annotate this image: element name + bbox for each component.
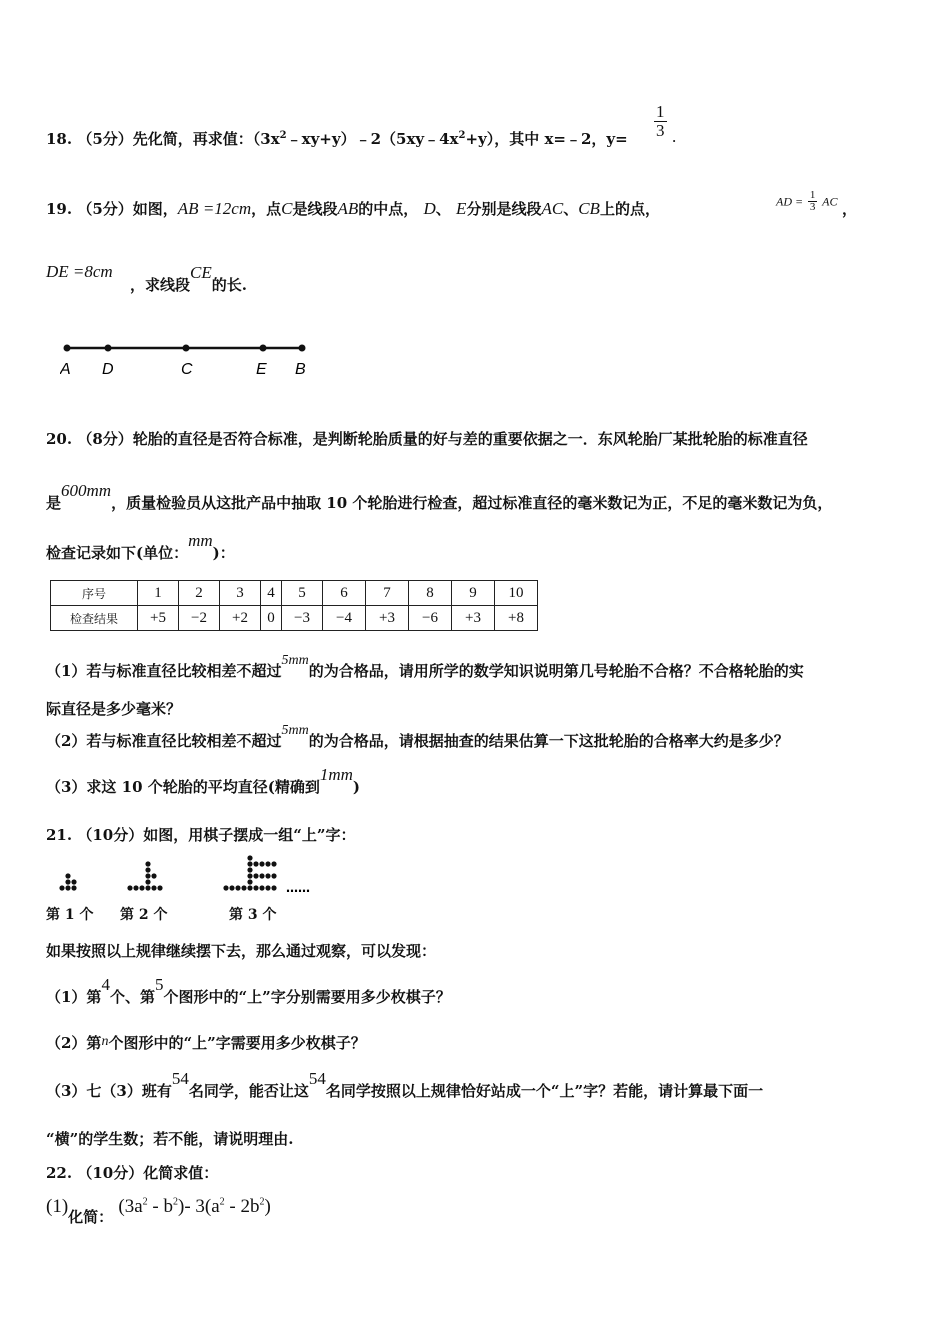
q18-exponent-1: 2 [279,130,287,141]
q19-point-c: C [281,199,293,218]
q20-line-2 [46,481,833,513]
q21-sub-2-n: n [101,1034,109,1049]
table-cell: −3 [282,606,323,631]
q20-sub-2-tolerance: 5mm [281,723,309,738]
q19-ab-length: AB =12cm [177,199,252,218]
table-header-result: 检查结果 [51,606,138,631]
pattern-1 [59,873,76,890]
q18-fraction-denominator: 3 [656,121,665,140]
q21-intro-text: 如果按照以上规律继续摆下去，那么通过观察，可以发现： [46,942,437,960]
q20-record-table [50,580,538,631]
q20-sub-1-tolerance: 5mm [281,653,309,668]
q20-line-3 [46,531,235,563]
table-cell: 4 [261,581,282,606]
q21-sub-3-d: “横”的学生数；若不能，请说明理由. [46,1130,294,1148]
point-e-dot [260,345,267,352]
q21-pattern-figure [48,854,348,904]
q20-standard-diameter: 600mm [61,481,112,500]
q20-paragraph-3b: )： [212,544,235,562]
q21-sub-3-cont [46,1128,293,1149]
table-cell: 0 [261,606,282,631]
q20-sub-3-precision: 1mm [319,765,353,784]
q19-point-d: D [423,199,436,218]
table-cell: 9 [452,581,495,606]
q20-sub-1 [46,653,804,681]
q21-sub-2-b: 个图形中的“上”字需要用多少枚棋子？ [108,1034,366,1052]
point-d-dot [105,345,112,352]
q19-de-length: DE =8cm [46,262,113,281]
table-row [51,606,538,631]
table-cell: +3 [366,606,409,631]
caption-1: 第 1 个 [46,907,94,923]
q21-sub-3-n1: 54 [171,1069,189,1088]
q18-fraction-numerator: 1 [656,102,665,121]
q22-line-1 [46,1162,218,1183]
q19-text-3: 是线段 [292,200,338,218]
q20-paragraph-3a: 检查记录如下(单位： [46,544,189,562]
table-cell: 1 [138,581,179,606]
point-a-dot [64,345,71,352]
q19-line-2 [46,262,113,282]
q21-sub-3 [46,1069,764,1101]
q20-sub-3-a: （3）求这 10 个轮胎的平均直径(精确到 [46,778,320,796]
table-cell: 2 [179,581,220,606]
q22-part-1-label: (1) [46,1196,69,1217]
q19-segment-ab: AB [337,199,359,218]
table-cell: 3 [220,581,261,606]
caption-2: 第 2 个 [120,907,168,923]
point-c-dot [183,345,190,352]
expr-part-4: - 2b [224,1196,260,1217]
label-e: E [256,361,267,378]
table-cell: +5 [138,606,179,631]
table-cell: 5 [282,581,323,606]
q18-text-part3: +y），其中 x=﹣2，y= [465,130,628,148]
pattern-3 [223,855,276,890]
q20-sub-2-b: 的为合格品，请根据抽查的结果估算一下这批轮胎的合格率大约是多少？ [308,732,789,750]
table-header-index: 序号 [51,581,138,606]
label-c: C [181,361,193,378]
q19-ad-ac: AC [822,194,838,209]
q20-sub-1-b: 的为合格品，请用所学的数学知识说明第几号轮胎不合格？不合格轮胎的实 [308,662,804,680]
q22-expression [118,1196,270,1217]
table-cell: +2 [220,606,261,631]
q21-sub-1-b: 个、第 [109,988,155,1006]
q20-sub-1-c: 际直径是多少毫米？ [46,700,182,718]
q19-text-4: 的中点， [358,200,419,218]
q20-unit: mm [188,531,213,550]
q19-text-6: 上的点， [599,200,660,218]
q21-sub-1 [46,975,451,1007]
expr-sup-3: 2 [219,1196,225,1208]
q19-ad-fraction-denominator: 3 [809,201,816,213]
q22-part-1-text: 化简： [68,1208,114,1226]
q21-sub-1-n5: 5 [154,975,164,994]
q20-sub-1-cont [46,698,181,719]
q18-fraction [654,103,667,140]
q21-title: （10分）如图，用棋子摆成一组“上”字： [77,826,356,844]
q19-segment-figure [60,340,320,380]
q20-sub-3-b: ) [352,778,361,796]
label-b: B [295,361,306,378]
q19-line-1 [46,198,660,219]
q19-ad-fraction-numerator: 1 [809,189,816,201]
table-cell: −2 [179,606,220,631]
table-cell: +8 [495,606,538,631]
q19-ad-formula [776,190,838,213]
q18-period: . [672,127,677,146]
q21-sub-1-c: 个图形中的“上”字分别需要用多少枚棋子？ [163,988,451,1006]
q19-line-2b [130,263,247,295]
q21-sub-3-b: 名同学，能否让这 [188,1082,309,1100]
q19-segment-ce: CE [190,263,212,282]
q21-number: 21. [46,826,73,844]
expr-part-3: )- 3(a [178,1196,220,1217]
table-cell: 10 [495,581,538,606]
q21-sub-2-a: （2）第 [46,1034,102,1052]
q19-segment-cb: CB [578,199,600,218]
q20-sub-2-a: （2）若与标准直径比较相差不超过 [46,732,282,750]
q19-comma: ， [842,200,858,218]
q19-number: 19. [46,200,73,218]
caption-3: 第 3 个 [229,907,277,923]
q21-sub-1-n4: 4 [101,975,110,994]
expr-part-1: (3a [118,1196,143,1217]
q18-text-part2: ﹣xy+y）﹣2（5xy﹣4x [286,130,459,148]
table-cell: 8 [409,581,452,606]
q19-point-e: E [456,199,467,218]
q21-line-1 [46,824,355,845]
label-a: A [60,361,71,378]
expr-sup-4: 2 [259,1196,265,1208]
expr-part-2: - b [147,1196,173,1217]
q18-text-part1: （5分）先化简，再求值：（3x [77,130,280,148]
q19-ad-fraction [808,190,818,213]
q21-sub-3-c: 名同学按照以上规律恰好站成一个“上”字？若能，请计算最下面一 [325,1082,764,1100]
q20-sub-3 [46,765,361,797]
q20-sub-2 [46,723,789,751]
table-cell: 7 [366,581,409,606]
q20-text-shi: 是 [46,494,62,512]
pattern-dashes: …… [286,881,310,895]
q21-sub-3-a: （3）七（3）班有 [46,1082,172,1100]
expr-sup-2: 2 [173,1196,178,1208]
q21-sub-3-n2: 54 [308,1069,326,1088]
q18-number: 18. [46,130,73,148]
q19-text-9: 的长. [211,276,247,294]
q20-number: 20. [46,430,73,448]
table-cell: 6 [323,581,366,606]
table-cell: −4 [323,606,366,631]
expr-part-5: ) [264,1196,271,1217]
q22-title: （10分）化简求值： [77,1164,219,1182]
q19-segment-ac: AC [541,199,564,218]
q19-text-2: ，点 [251,200,282,218]
q19-text-8: ，求线段 [130,276,191,294]
q22-line-2 [46,1196,271,1226]
pattern-2 [127,861,162,890]
label-d: D [102,361,114,378]
table-cell: +3 [452,606,495,631]
q21-intro [46,940,436,961]
table-cell: −6 [409,606,452,631]
expr-sup-1: 2 [142,1196,148,1208]
q21-sub-1-a: （1）第 [46,988,102,1006]
q21-sub-2 [46,1032,366,1053]
q19-sep: 、 [435,200,451,218]
q20-paragraph-2: ，质量检验员从这批产品中抽取 10 个轮胎进行检查，超过标准直径的毫米数记为正，不足的毫米数记为负， [111,494,833,512]
q19-text-5: 分别是线段 [466,200,542,218]
table-row [51,581,538,606]
q20-paragraph-1: （8分）轮胎的直径是否符合标准，是判断轮胎质量的好与差的重要依据之一．东风轮胎厂某批轮胎的标准直径 [77,430,808,448]
q19-text-1: （5分）如图， [77,200,178,218]
q19-sep-2: 、 [563,200,579,218]
q18-exponent-2: 2 [458,130,466,141]
q19-ad-label: AD = [776,194,804,209]
q20-line-1 [46,428,808,449]
point-b-dot [299,345,306,352]
q22-number: 22. [46,1164,73,1182]
q18-line [46,128,628,149]
q20-sub-1-a: （1）若与标准直径比较相差不超过 [46,662,282,680]
